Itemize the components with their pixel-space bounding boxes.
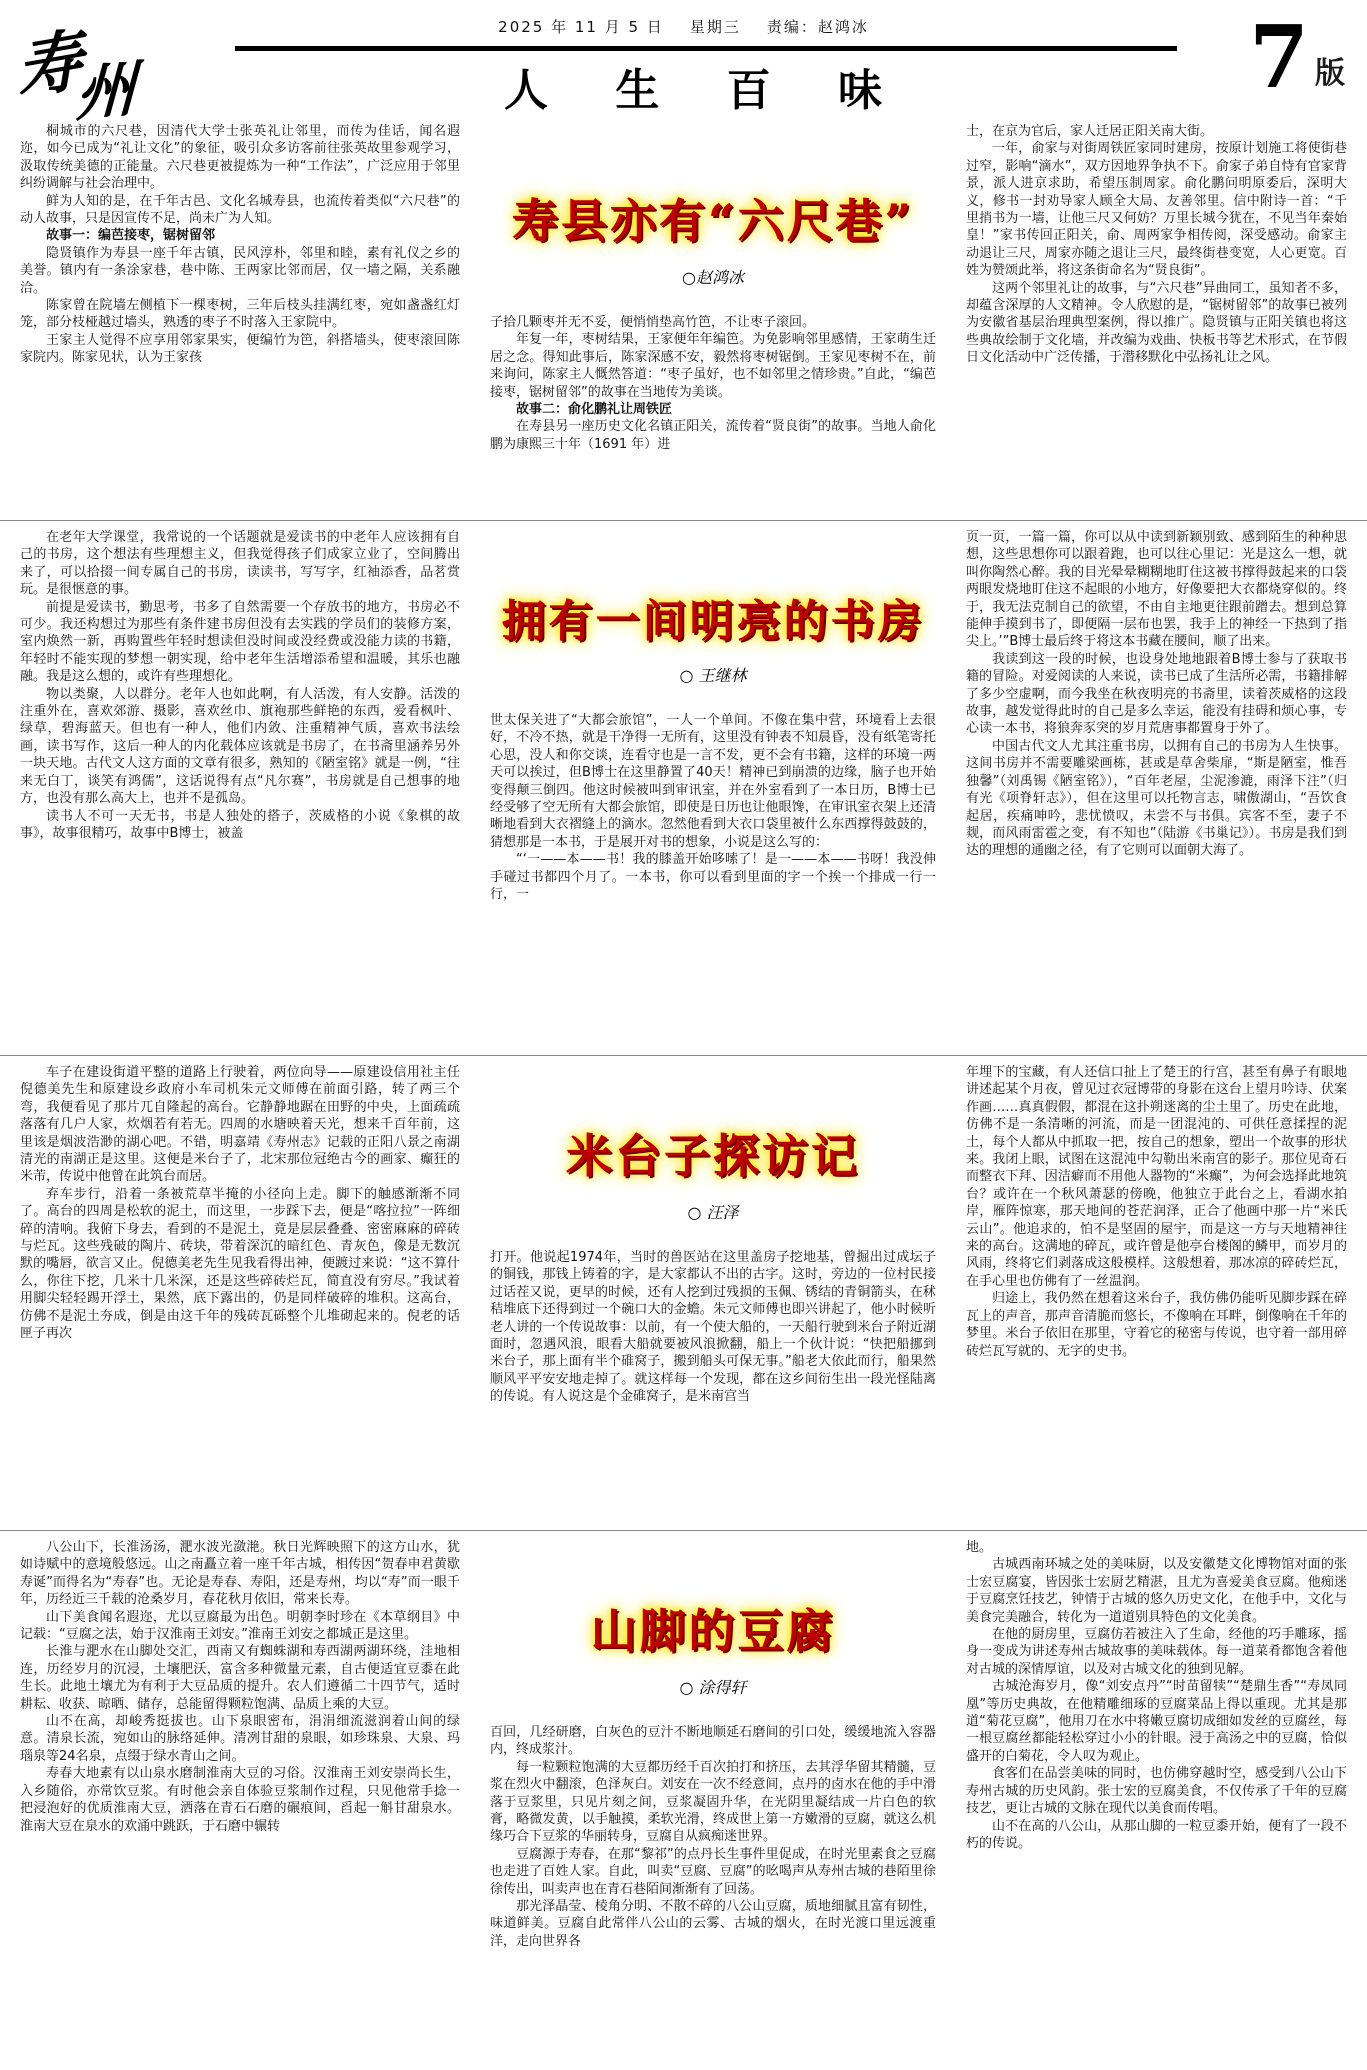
page-number-word: 版 <box>1315 56 1345 91</box>
article-3-col-2 <box>490 1064 936 1530</box>
paragraph: 读书人不可一天无书，书是人独处的搭子，茨威格的小说《象棋的故事》，故事很精巧，故事中B博士，被盖 <box>20 808 460 841</box>
article-1-headline-box <box>490 185 936 288</box>
article-3-col-2-text <box>490 1249 936 1406</box>
article-4-col-1 <box>20 1539 460 2070</box>
page-header <box>0 0 1367 131</box>
article-3-section <box>0 1055 1367 1530</box>
paragraph: 故事一：编芭接枣，锯树留邻 <box>46 228 216 244</box>
article-2-title: 拥有一间明亮的书房 <box>501 596 925 647</box>
article-1-byline: ○赵鸿冰 <box>682 268 744 287</box>
paragraph: 一年，俞家与对街周铁匠家同时建房，按原计划施工将使街巷过窄，影响“滴水”，双方因地界争执不下。俞家子弟自恃有官家背景，派人进京求助，希望压制周家。俞化鹏问明原委后，深明大义，修书一封劝导家人顾全大局、友善邻里。信中附诗一首：“千里捎书为一墙，让他三尺又何妨？万里长城今犹在，不见当年秦始皇！”家书传回正阳关，俞、周两家争相传阅，深受感动。俞家主动退让三尺，周家亦随之退让三尺，最终街巷变宽，人心更宽。百姓为赞颂此举，将这条街命名为“贤良街”。 <box>966 141 1347 279</box>
paragraph: 打开。他说起1974年，当时的兽医站在这里盖房子挖地基，曾掘出过成坛子的铜钱，那钱上铸着的字，是大家都认不出的古字。这时，旁边的一位村民接过话茬又说，更早的时候，还有人挖到过残损的玉佩、锈结的青铜箭头，在秫秸堆底下还得到过一个碗口大的金蟾。朱元文师傅也即兴讲起了，他小时候听老人讲的一个传说故事：以前，有一个使大船的，一天船行驶到米台子附近湖面时，忽遇风浪，眼看大船就要被风浪掀翻，船上一个伙计说：“快把船挪到米台子，那上面有半个碓窝子，搬到船头可保无事。”船老大依此而行，船果然顺风平平安安地走掉了。就这样每一个发现，都在这乡间衍生出一段光怪陆离的传说。有人说这是个金碓窝子，是米南宫当 <box>490 1250 936 1405</box>
paragraph: 页一页，一篇一篇，你可以从中读到新颖别致、感到陌生的种种思想，这些思想你可以跟着跑，也可以往心里记：光是这么一想，就叫你陶然心醉。我的目光晕晕糊糊地盯住这被书撑得鼓起来的口袋两眼发烧地盯住这不起眼的小地方，好像要把大衣都烧穿似的。终于，我无法克制自己的欲望，不由自主地更往跟前蹭去。想到总算能伸手摸到书了，即便隔一层布也罢，我手上的神经一下热到了指尖上。’”B博士最后终于将这本书藏在腰间，顺了出来。 <box>966 530 1347 650</box>
masthead-char-zhou: 州 <box>74 53 137 131</box>
article-4-col-3 <box>966 1539 1347 2070</box>
article-1-col-3 <box>966 123 1347 520</box>
paragraph: 中国古代文人尤其注重书房，以拥有自己的书房为人生快事。这间书房并不需要雕梁画栋，甚或是草舍柴扉，“斯是陋室，惟吾独馨”（刘禹锡《陋室铭》），“百年老屋，尘泥渗漉，雨泽下注”（归有光《项脊轩志》），但在这里可以托物言志，啸傲湖山，“吾饮食起居，疾痛呻吟，悲忧愤叹，未尝不与书俱。宾客不至，妻子不觌，而风雨雷雹之变，有不知也”（陆游《书巢记》）。书房是我们到达的理想的通幽之径，有了它则可以面朝大海了。 <box>966 738 1347 859</box>
masthead-char-shou: 寿 <box>14 20 85 110</box>
paragraph: 在他的厨房里，豆腐仿若被注入了生命，经他的巧手雕琢，摇身一变成为讲述寿州古城故事的美味载体。每一道菜肴都饱含着他对古城的深情厚谊，以及对古城文化的独到见解。 <box>966 1627 1347 1677</box>
article-2-col-2 <box>490 529 936 1055</box>
masthead-logo <box>14 14 164 131</box>
paragraph: 陈家曾在院墙左侧植下一棵枣树，三年后枝头挂满红枣，宛如盏盏红灯笼，部分枝桠越过墙头，熟透的枣子不时落入王家院中。 <box>20 298 460 331</box>
paragraph: 山不在高的八公山，从那山脚的一粒豆黍开始，便有了一段不朽的传说。 <box>966 1818 1347 1851</box>
article-3-col-1 <box>20 1064 460 1530</box>
article-4-col-2 <box>490 1539 936 2070</box>
paragraph: 故事二：俞化鹏礼让周铁匠 <box>516 402 673 418</box>
paragraph: 地。 <box>966 1540 993 1555</box>
article-3-title: 米台子探访记 <box>566 1129 860 1183</box>
article-4-section <box>0 1530 1367 2070</box>
dateline <box>0 16 1367 37</box>
paragraph: 在寿县另一座历史文化名镇正阳关，流传着“贤良街”的故事。当地人俞化鹏为康熙三十年（1691 年）进 <box>490 419 936 452</box>
paragraph: 王家主人觉得不应享用邻家果实，便编竹为笆，斜搭墙头，使枣滚回陈家院内。陈家见状，认为王家孩 <box>20 332 460 366</box>
page-number <box>1249 7 1345 108</box>
weekday-text: 星期三 <box>689 18 741 36</box>
date-text: 2025 年 11 月 5 日 <box>498 18 664 36</box>
article-1-title: 寿县亦有“六尺巷” <box>512 194 914 248</box>
article-4-col-2-text <box>490 1724 936 1950</box>
paragraph: 山不在高，却峻秀挺拔也。山下泉眼密布，涓涓细流滋润着山间的绿意。清泉长流，宛如山的脉络延伸。清冽甘甜的泉眼，如珍珠泉、大泉、玛瑙泉等24名泉，点缀于绿水青山之间。 <box>20 1714 460 1764</box>
paragraph: 桐城市的六尺巷，因清代大学士张英礼让邻里，而传为佳话，闻名遐迩，如今已成为“礼让文化”的象征，吸引众多访客前往张英故里参观学习，汲取传统美德的正能量。六尺巷更被提炼为一种“工作法”，广泛应用于邻里纠纷调解与社会治理中。 <box>20 124 460 192</box>
paragraph: 年复一年，枣树结果，王家便年年编笆。为免影响邻里感情，王家萌生迁居之念。得知此事后，陈家深感不安，毅然将枣树锯倒。王家见枣树不在，前来询问，陈家主人慨然答道：“枣子虽好，也不如邻里之情珍贵。”自此，“编芭接枣，锯树留邻”的故事在当地传为美谈。 <box>490 332 936 400</box>
paragraph: 古城沧海岁月，像“刘安点丹”“时苗留犊”“楚鼎生香”“寿凤同凰”等历史典故，在他精雕细琢的豆腐菜品上得以重现。尤其是那道“菊花豆腐”，他用刀在水中将嫩豆腐切成细如发丝的豆腐丝，每一根豆腐丝都能轻松穿过小小的针眼。浸于高汤之中的豆腐，恰似盛开的白菊花，令人叹为观止。 <box>966 1679 1347 1764</box>
article-3-col-3 <box>966 1064 1347 1530</box>
article-2-col-3 <box>966 529 1347 1055</box>
paragraph: 山下美食闻名遐迩，尤以豆腐最为出色。明朝李时珍在《本草纲目》中记载：“豆腐之法，始于汉淮南王刘安。”淮南王刘安之都城正是这里。 <box>20 1609 460 1643</box>
paragraph: 我读到这一段的时候，也设身处地地跟着B博士参与了获取书籍的冒险。对爱阅读的人来说，读书已成了生活所必需，书籍排解了多少空虚啊，而今我坐在秋夜明亮的书斋里，读着茨威格的这段故事，越发觉得此时的自己是多么幸运，能没有挂碍和烦心事，专心读一本书，将狼奔豕突的岁月荒唐事都置身于外了。 <box>966 651 1347 737</box>
article-2-col-2-text <box>490 712 936 903</box>
article-1-col-1 <box>20 123 460 520</box>
article-2-headline-box <box>490 585 936 686</box>
paragraph: 豆腐源于寿春，在那“黎祁”的点丹长生事件里促成，在时光里素食之豆腐也走进了百姓人家。自此，叫卖“豆腐、豆腐”的吆喝声从寿州古城的巷陌里徐徐传出，叫卖声也在青石巷陌间渐渐有了回荡。 <box>490 1846 936 1897</box>
paragraph: 这两个邻里礼让的故事，与“六尺巷”异曲同工，虽知者不多，却蕴含深厚的人文精神。令人欣慰的是，“锯树留邻”的故事已被列为安徽省基层治理典型案例，得以推广。隐贤镇与正阳关镇也将这些典故绘制于文化墙，并改编为戏曲、快板书等艺术形式，在节假日文化活动中广泛传播，于潜移默化中弘扬礼让之风。 <box>966 280 1347 366</box>
page-number-digit: 7 <box>1249 7 1309 108</box>
paragraph: 前提是爱读书，勤思考，书多了自然需要一个存放书的地方，书房必不可少。我还构想过为那些有条件建书房但没有去实践的学员们的装修方案，室内焕然一新，再购置些年轻时想读但没时间或没经费或没能力读的书籍，年轻时不能实现的梦想一朝实现，给中老年生活增添希望和温暖，其乐也融融。我是这么想的，或许有些理想化。 <box>20 599 460 685</box>
paragraph: 八公山下，长淮汤汤，淝水波光潋滟。秋日光辉映照下的这方山水，犹如诗赋中的意境般悠远。山之南矗立着一座千年古城，相传因“贺春申君黄歇寿诞”而得名为“寿春”也。无论是寿春、寿阳，还是寿州，均以“寿”而一眼千年，历经近三千载的沧桑岁月，春花秋月依旧，常来长寿。 <box>20 1540 460 1608</box>
paragraph: 在老年大学课堂，我常说的一个话题就是爱读书的中老年人应该拥有自己的书房，这个想法有些理想主义，但我觉得孩子们成家立业了，空间腾出来了，可以拾掇一间专属自己的书房，读读书，写写字，红袖添香，品茗赏玩。是很惬意的事。 <box>20 530 460 598</box>
paragraph: 归途上，我仍然在想着这米台子，我仿佛仍能听见脚步踩在碎瓦上的声音，那声音清脆而悠长，不像响在耳畔，倒像响在千年的梦里。米台子依旧在那里，守着它的秘密与传说，也守着一部用碎砖烂瓦写就的、无字的史书。 <box>966 1291 1347 1359</box>
paragraph: 每一粒颗粒饱满的大豆都历经千百次拍打和挤压，去其浮华留其精髓，豆浆在烈火中翻滚，色泽灰白。刘安在一次不经意间，点丹的卤水在他的手中滑落于豆浆里，只见片刻之间，豆浆凝固升华，在光阴里凝结成一片白色的软膏，略微发黄，以手触摸，柔软光滑，终成世上第一方嫩滑的豆腐，就这么机缘巧合下豆浆的华丽转身，豆腐自从疯痴迷世界。 <box>490 1759 936 1845</box>
article-4-title: 山脚的豆腐 <box>590 1604 836 1658</box>
paragraph: 弃车步行，沿着一条被荒草半掩的小径向上走。脚下的触感渐渐不同了。高台的四周是松软的泥土，而这里，一步踩下去，便是“喀拉拉”一阵细碎的清响。我俯下身去，看到的不是泥土，竟是层层叠叠、密密麻麻的碎砖与烂瓦。这些残破的陶片、砖块，带着深沉的暗红色、青灰色，像是无数沉默的嘴唇，欲言又止。倪德美老先生见我看得出神，便踱过来说：“这不算什么，你往下挖，几米十几米深，还是这些碎砖烂瓦，简直没有穷尽。”我试着用脚尖轻轻踢开浮土，果然，底下露出的，仍是同样破碎的堆积。这高台，仿佛不是泥土夯成，倒是由这千年的残砖瓦砾整个儿堆砌起来的。倪老的话匣子再次 <box>20 1186 460 1342</box>
article-3-byline: ○ 汪泽 <box>687 1203 739 1222</box>
paragraph: 寿春大地素有以山泉水磨制淮南大豆的习俗。汉淮南王刘安崇尚长生，入乡随俗，亦常饮豆浆。有时他会亲自体验豆浆制作过程，只见他常手捻一把浸泡好的优质淮南大豆，洒落在青石石磨的碾痕间，舀起一斛甘甜泉水。淮南大豆在泉水的欢涌中跳跃，于石磨中辗转 <box>20 1766 460 1834</box>
paragraph: 长淮与淝水在山脚处交汇，西南又有蜘蛛湖和寿西湖两湖环绕，洼地相连，历经岁月的沉浸，土壤肥沃，富含多种微量元素，自古便适宜豆黍在此生长。此地土壤尤为有利于大豆品质的提升。农人们遵循二十四节气，适时耕耘、收获、晾晒、储存，总能留得颗粒饱满、品质上乘的大豆。 <box>20 1644 460 1712</box>
paragraph: 隐贤镇作为寿县一座千年古镇，民风淳朴，邻里和睦，素有礼仪之乡的美誉。镇内有一条涂家巷，巷中陈、王两家比邻而居，仅一墙之隔，关系融洽。 <box>20 245 460 296</box>
editor-text: 责编：赵鸿冰 <box>766 18 869 36</box>
paragraph: 士，在京为官后，家人迁居正阳关南大街。 <box>966 124 1214 139</box>
article-2-section <box>0 520 1367 1055</box>
paragraph: 年埋下的宝藏，有人还信口扯上了楚王的行宫，甚至有鼻子有眼地讲述起某个月夜，曾见过衣冠博带的身影在这台上望月吟诗、伏案作画……真真假假，都混在这扑朔迷离的尘土里了。历史在此地，仿佛不是一条清晰的河流，而是一团混沌的、可供任意揉捏的泥土，每个人都从中抓取一把，按自己的想象，塑出一个故事的形状来。我闭上眼，试图在这混沌中勾勒出米南宫的影子。那位见奇石而整衣下拜、因洁癖而不用他人器物的“米癫”，为何会选择此地筑台？或许在一个秋风萧瑟的傍晚，他独立于此台之上，看湖水拍岸，雁阵惊寒，那天地间的苍茫润泽，正合了他画中那一片“米氏云山”。他追求的，怕不是坚固的屋宇，而是这一方与天地精神往来的高台。这满地的碎瓦，或许曾是他亭台楼阁的鳞甲，而岁月的风雨，终将它们剥落成这般模样。这般想着，那冰凉的碎砖烂瓦，在手心里也仿佛有了一丝温润。 <box>966 1065 1347 1289</box>
article-2-byline: ○ 王继林 <box>679 666 747 685</box>
article-1-section <box>0 115 1367 520</box>
article-1-col-2-text <box>490 314 936 453</box>
paragraph: 物以类聚，人以群分。老年人也如此啊，有人活泼，有人安静。活泼的注重外在，喜欢郊游、摄影，喜欢丝巾、旗袍那些鲜艳的东西，爱看枫叶、绿草，碧海蓝天。但也有一种人，他们内敛、注重精神气质，喜欢书法绘画，读书写作，这后一种人的内化载体应该就是书房了，在书斋里涵养另外一块天地。古代文人这方面的文章有很多，熟知的《陋室铭》就是一例，“往来无白丁，谈笑有鸿儒”，这话说得有点“凡尔赛”，书房就是自己想事的地方，也没有那么高大上，也并不是孤岛。 <box>20 686 460 807</box>
paragraph: 食客们在品尝美味的同时，也仿佛穿越时空，感受到八公山下寿州古城的历史风韵。张士宏的豆腐美食，不仅传承了千年的豆腐技艺，更让古城的文脉在现代以美食而传唱。 <box>966 1766 1347 1817</box>
paragraph: 那光泽晶莹、棱角分明、不散不碎的八公山豆腐，质地细腻且富有韧性，味道鲜美。豆腐自此常伴八公山的云雾、古城的烟火，在时光渡口里远渡重洋，走向世界各 <box>490 1899 936 1949</box>
paragraph: 鲜为人知的是，在千年古邑、文化名城寿县，也流传着类似“六尺巷”的动人故事，只是因宣传不足，尚未广为人知。 <box>20 193 460 227</box>
article-3-headline-box <box>490 1120 936 1223</box>
paragraph: 古城西南环城之处的美味厨，以及安徽楚文化博物馆对面的张士宏豆腐宴，皆因张士宏厨艺精湛，且尤为喜爱美食豆腐。他痴迷于豆腐烹饪技艺，钟情于古城的悠久历史文化，在他手中，文化与美食完美融合，转化为一道道别具特色的文化美食。 <box>966 1557 1347 1625</box>
article-4-headline-box <box>490 1595 936 1698</box>
article-2-col-1 <box>20 529 460 1055</box>
paragraph: 车子在建设街道平整的道路上行驶着，两位向导——原建设信用社主任倪德美先生和原建设乡政府小车司机朱元文师傅在前面引路，转了两三个弯，我便看见了那片兀自隆起的高台。它静静地踞在田野的中央，上面疏疏落落有几户人家，炊烟若有若无。四周的水塘映着天光，想来千百年前，这里该是烟波浩渺的湖心吧。不错，明嘉靖《寿州志》记载的正阳八景之南湖清光的南湖正是这里。这便是米台子了，北宋那位冠绝古今的画家、癫狂的米芾，传说中他曾在此筑台而居。 <box>20 1065 460 1185</box>
paragraph: 世太保关进了“大都会旅馆”，一人一个单间。不像在集中营，环境看上去很好，不冷不热，就是干净得一无所有，这里没有钟表不知晨昏，没有纸笔寄托心思，没人和你交谈，连看守也是一言不发，更不会有书籍，这样的环境一两天可以挨过，但B博士在这里静置了40天！精神已到崩溃的边缘，脑子也开始变得颠三倒四。他这时候被叫到审讯室，并在外室看到了一本日历，B博士已经受够了空无所有大都会旅馆，即使是日历也让他眼馋，在审讯室衣架上还清晰地看到大衣褶缝上的滴水。忽然他看到大衣口袋里被什么东西撑得鼓鼓的，猜想那是一本书，于是展开对书的想象，小说是这么写的： <box>490 713 936 850</box>
section-title: 人 生 百 味 <box>504 65 908 116</box>
article-4-byline: ○ 涂得轩 <box>679 1678 747 1697</box>
paragraph: 百回，几经研磨，白灰色的豆汁不断地顺延石磨间的引口处，缓缓地流入容器内，终成浆汁。 <box>490 1725 936 1758</box>
article-1-col-2 <box>490 123 936 520</box>
paragraph: “‘一——本——书！我的膝盖开始哆嗦了！是一——本——书呀！我没伸手碰过书都四个月了。一本书，你可以看到里面的字一个挨一个排成一行一行，一 <box>490 852 936 903</box>
header-rule <box>235 46 1177 51</box>
paragraph: 子拾几颗枣并无不妥，便悄悄垫高竹笆，不让枣子滚回。 <box>490 315 816 330</box>
